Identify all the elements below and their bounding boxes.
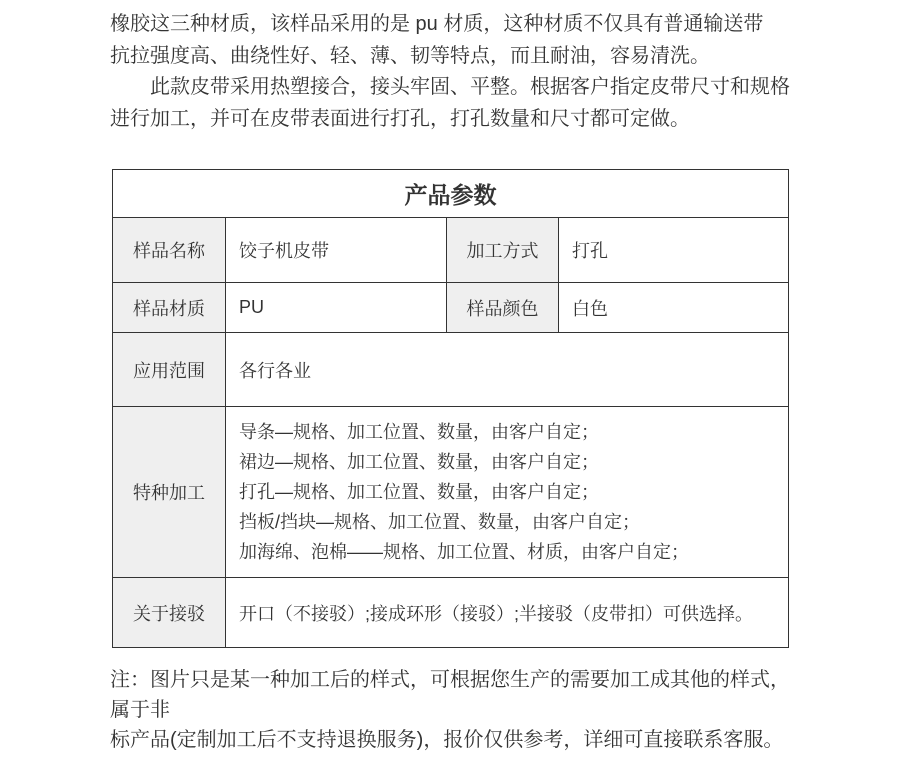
table-row-special-processing <box>113 407 789 578</box>
label-sample-name: 样品名称 <box>113 218 226 283</box>
text-line: 进行加工，并可在皮带表面进行打孔，打孔数量和尺寸都可定做。 <box>110 107 690 130</box>
label-application-scope: 应用范围 <box>113 333 226 407</box>
table-row-sample-name <box>113 218 789 283</box>
note-text <box>110 665 800 755</box>
text-line: 抗拉强度高、曲绕性好、轻、薄、韧等特点，而且耐油，容易清洗。 <box>110 44 710 67</box>
label-sample-color: 样品颜色 <box>447 283 559 333</box>
value-application-scope: 各行各业 <box>226 333 789 407</box>
value-sample-name: 饺子机皮带 <box>226 218 447 283</box>
table-row-splicing <box>113 578 789 648</box>
value-splicing: 开口（不接驳）;接成环形（接驳）;半接驳（皮带扣）可供选择。 <box>226 578 789 648</box>
text-line: 导条—规格、加工位置、数量，由客户自定； <box>239 422 599 442</box>
value-special-processing <box>226 407 789 578</box>
label-sample-material: 样品材质 <box>113 283 226 333</box>
text-line: 此款皮带采用热塑接合，接头牢固、平整。根据客户指定皮带尺寸和规格 <box>150 76 790 98</box>
table-row-sample-material <box>113 283 789 333</box>
text-line: 打孔—规格、加工位置、数量，由客户自定； <box>239 482 599 502</box>
table-row-application-scope <box>113 333 789 407</box>
label-processing-method: 加工方式 <box>447 218 559 283</box>
text-line: 注：图片只是某一种加工后的样式，可根据您生产的需要加工成其他的样式，属于非 <box>110 669 790 721</box>
intro-paragraphs <box>110 9 794 135</box>
value-sample-color: 白色 <box>559 283 789 333</box>
text-line: 裙边—规格、加工位置、数量，由客户自定； <box>239 452 599 472</box>
label-splicing: 关于接驳 <box>113 578 226 648</box>
label-special-processing: 特种加工 <box>113 407 226 578</box>
table-title-row <box>113 170 789 218</box>
value-sample-material: PU <box>226 283 447 333</box>
text-line: 挡板/挡块—规格、加工位置、数量，由客户自定； <box>239 512 640 532</box>
table-title: 产品参数 <box>113 170 789 218</box>
product-params-table <box>112 169 789 648</box>
value-processing-method: 打孔 <box>559 218 789 283</box>
text-line: 加海绵、泡棉——规格、加工位置、材质，由客户自定； <box>239 542 689 562</box>
text-line: 橡胶这三种材质，该样品采用的是 pu 材质，这种材质不仅具有普通输送带 <box>110 13 764 35</box>
text-line: 标产品(定制加工后不支持退换服务)，报价仅供参考，详细可直接联系客服。 <box>110 729 784 751</box>
